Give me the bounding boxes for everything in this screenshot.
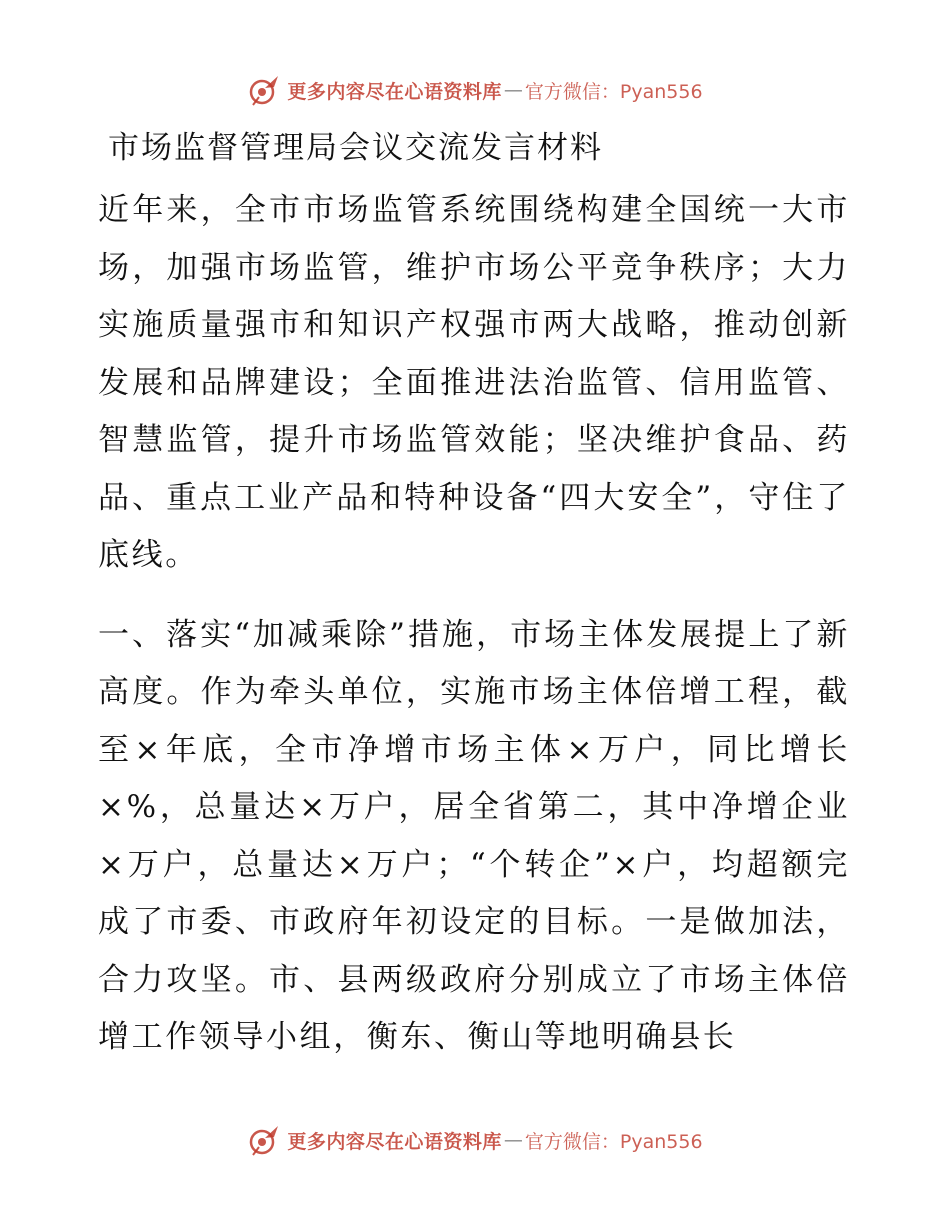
quill-logo-icon [247,1123,281,1157]
paragraph-section-one: 一、落实“加减乘除”措施，市场主体发展提上了新高度。作为牵头单位，实施市场主体倍增工程，截至×年底，全市净增市场主体×万户，同比增长×%，总量达×万户，居全省第二，其中净增企业×万户，总量达×万户；“个转企”×户，均超额完成了市委、市政府年初设定的目标。一是做加法，合力攻坚。市、县两级政府分别成立了市场主体倍增工作领导小组，衡东、衡山等地明确县长 [98,616,850,1055]
document-body [98,122,850,1067]
watermark-wechat-text: 官方微信：Pyan556 [524,80,703,103]
footer-watermark [0,1120,950,1160]
watermark-wechat-text: 官方微信：Pyan556 [524,1130,703,1153]
watermark-site-text: 更多内容尽在心语资料库 [287,1130,502,1153]
watermark-separator: — [503,1129,523,1151]
header-watermark [0,70,950,110]
watermark-site-text: 更多内容尽在心语资料库 [287,80,502,103]
document-title: 市场监督管理局会议交流发言材料 [108,130,603,166]
paragraph-intro: 近年来，全市市场监管系统围绕构建全国统一大市场，加强市场监管，维护市场公平竞争秩序；大力实施质量强市和知识产权强市两大战略，推动创新发展和品牌建设；全面推进法治监管、信用监管、智慧监管，提升市场监管效能；坚决维护食品、药品、重点工业产品和特种设备“四大安全”，守住了底线。 [98,192,850,573]
watermark-separator: — [503,79,523,101]
quill-logo-icon [247,73,281,107]
